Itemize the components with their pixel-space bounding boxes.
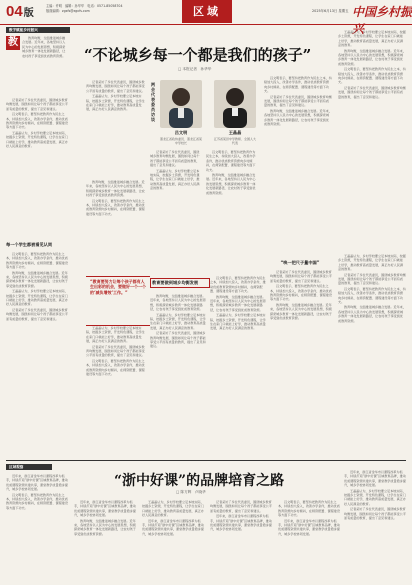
- section-title: 区域: [182, 0, 232, 23]
- right-subheading: “唤一把尺子量中国”: [280, 260, 320, 265]
- left-column-2: 吕文明表示，要坚持把教育作为民生之本，持续加大投入，改善办学条件，推动优质教育资源向乡村倾斜，在师资配置、课程建设等方面下功夫。 教育均衡，全面推进城乡融合发展。近年来，各地坚持以人民为中心的发展思想，积极探索城乡教育一体化发展新路径，让农村孩子享受到优质教育资源。 王晶晶认为，乡村学校要立足本地实际，挖掘乡土资源，开发特色课程，让学生在家门口就能上好学，推动教育高质量发展，真正办好人民满意的教育。 记者采访了多位代表委员，围绕城乡教育均衡发展，围绕如何让每个孩子都能享受公平而有质量的教育，提出了意见和建议。: [6, 252, 68, 321]
- lower-column-5: 王晶晶认为，乡村学校要立足本地实际，挖掘乡土资源，开发特色课程，让学生在家门口就能上好学，推动教育高质量发展，真正办好人民满意的教育。 记者采访了多位代表委员，围绕城乡教育均衡发展，围绕如何让每个孩子都能享受公平而有质量的教育，提出了意见和建议。 吕文明表示，要坚持把教育作为民生之本，持续加大投入，改善办学条件，推动优质教育资源向乡村倾斜，在师资配置、课程建设等方面下功夫。 教育均衡，全面推进城乡融合发展。近年来，各地坚持以人民为中心的发展思想，积极探索城乡教育一体化发展新路径，让农村孩子享受到优质教育资源。: [338, 254, 406, 323]
- middle-column-2: 记者采访了多位代表委员，围绕城乡教育均衡发展，围绕如何让每个孩子都能享受公平而有质量的教育，提出了意见和建议。 王晶晶认为，乡村学校要立足本地实际，挖掘乡土资源，开发特色课程，让学生在家门口就能上好学，推动教育高质量发展，真正办好人民满意的教育。: [150, 150, 200, 191]
- intro-text: 教育均衡，全面推进城乡融合发展。近年来，各地坚持以人民为中心的发展思想，积极探索城乡教育一体化发展新路径，让农村孩子享受到优质教育资源。: [22, 36, 66, 58]
- lower-column-1: 王晶晶认为，乡村学校要立足本地实际，挖掘乡土资源，开发特色课程，让学生在家门口就能上好学，推动教育高质量发展，真正办好人民满意的教育。 记者采访了多位代表委员，围绕城乡教育均衡发展，围绕如何让每个孩子都能享受公平而有质量的教育，提出了意见和建议。 吕文明表示，要坚持把教育作为民生之本，持续加大投入，改善办学条件，推动优质教育资源向乡村倾斜，在师资配置、课程建设等方面下功夫。: [86, 326, 145, 377]
- lower-column-2: 教育均衡，全面推进城乡融合发展。近年来，各地坚持以人民为中心的发展思想，积极探索城乡教育一体化发展新路径，让农村孩子享受到优质教育资源。 王晶晶认为，乡村学校要立足本地实际，挖掘乡土资源，开发特色课程，让学生在家门口就能上好学，推动教育高质量发展，真正办好人民满意的教育。 记者采访了多位代表委员，围绕城乡教育均衡发展，围绕如何让每个孩子都能享受公平而有质量的教育，提出了意见和建议。: [150, 294, 206, 349]
- bottom-column-4: 记者采访了多位代表委员，围绕城乡教育均衡发展，围绕如何让每个孩子都能享受公平而有质量的教育，提出了意见和建议。 近年来，浙江省金华市以课程改革为抓手，持续打造“浙中好课”区域教育品牌，推动优质课程资源共建共享，课堂教学质量稳步提升，城乡学校协同发展。: [210, 500, 272, 532]
- main-byline: □ 本报记者 孙华华: [178, 67, 212, 71]
- bottom-column-5: 吕文明表示，要坚持把教育作为民生之本，持续加大投入，改善办学条件，推动优质教育资源向乡村倾斜，在师资配置、课程建设等方面下功夫。 近年来，浙江省金华市以课程改革为抓手，持续打造“浙中好课”区域教育品牌，推动优质课程资源共建共享，课堂教学质量稳步提升，城乡学校协同发展。: [278, 500, 340, 536]
- dropcap-block: [6, 36, 20, 72]
- dropcap: 教: [8, 37, 18, 48]
- section-divider: [6, 460, 406, 461]
- left-column-1: 记者采访了多位代表委员，围绕城乡教育均衡发展，围绕如何让每个孩子都能享受公平而有质量的教育，提出了意见和建议。 吕文明表示，要坚持把教育作为民生之本，持续加大投入，改善办学条件，推动优质教育资源向乡村倾斜，在师资配置、课程建设等方面下功夫。 王晶晶认为，乡村学校要立足本地实际，挖掘乡土资源，开发特色课程，让学生在家门口就能上好学，推动教育高质量发展，真正办好人民满意的教育。: [6, 98, 68, 149]
- masthead-logo: 中国乡村振兴: [352, 5, 412, 36]
- bottom-column-6: 近年来，浙江省金华市以课程改革为抓手，持续打造“浙中好课”区域教育品牌，推动优质课程资源共建共享，课堂教学质量稳步提升，城乡学校协同发展。 王晶晶认为，乡村学校要立足本地实际，挖掘乡土资源，开发特色课程，让学生在家门口就能上好学，推动教育高质量发展，真正办好人民满意的教育。 记者采访了多位代表委员，围绕城乡教育均衡发展，围绕如何让每个孩子都能享受公平而有质量的教育，提出了意见和建议。: [344, 470, 406, 521]
- lower-column-4: 记者采访了多位代表委员，围绕城乡教育均衡发展，围绕如何让每个孩子都能享受公平而有质量的教育，提出了意见和建议。 吕文明表示，要坚持把教育作为民生之本，持续加大投入，改善办学条件，推动优质教育资源向乡村倾斜，在师资配置、课程建设等方面下功夫。 教育均衡，全面推进城乡融合发展。近年来，各地坚持以人民为中心的发展思想，积极探索城乡教育一体化发展新路径，让农村孩子享受到优质教育资源。: [270, 270, 332, 321]
- main-headline: “不论城乡每一个都是我们的孩子”: [84, 46, 312, 64]
- bottom-column-2: 近年来，浙江省金华市以课程改革为抓手，持续打造“浙中好课”区域教育品牌，推动优质课程资源共建共享，课堂教学质量稳步提升，城乡学校协同发展。 教育均衡，全面推进城乡融合发展。近年来，各地坚持以人民为中心的发展思想，积极探索城乡教育一体化发展新路径，让农村孩子享受到优质教育资源。: [74, 500, 136, 536]
- person1-name: 吕文明: [174, 130, 188, 135]
- kicker-tag: 数字赋能乡村振兴: [6, 27, 70, 33]
- pull-quote-box: “教育要努力让每个孩子都有人生出彩的机会，要做好一个一个的‘减负增效’工作。”: [86, 276, 150, 326]
- left-subheading: 每一个学生都被看见认同: [6, 242, 53, 247]
- portrait-photo-1: [160, 80, 202, 128]
- right-column-1: 吕文明表示，要坚持把教育作为民生之本，持续加大投入，改善办学条件，推动优质教育资源向乡村倾斜，在师资配置、课程建设等方面下功夫。 记者采访了多位代表委员，围绕城乡教育均衡发展，围绕如何让每个孩子都能享受公平而有质量的教育，提出了意见和建议。 教育均衡，全面推进城乡融合发展。近年来，各地坚持以人民为中心的发展思想，积极探索城乡教育一体化发展新路径，让农村孩子享受到优质教育资源。: [264, 76, 332, 127]
- page-number: 04版: [6, 3, 34, 20]
- person2-role: 江苏省某县中学教师、全国人大代表: [214, 137, 257, 145]
- bottom-column-3: 王晶晶认为，乡村学校要立足本地实际，挖掘乡土资源，开发特色课程，让学生在家门口就能上好学，推动教育高质量发展，真正办好人民满意的教育。 近年来，浙江省金华市以课程改革为抓手，持续打造“浙中好课”区域教育品牌，推动优质课程资源共建共享，课堂教学质量稳步提升，城乡学校协同发展。: [142, 500, 204, 536]
- bottom-column-1: 近年来，浙江省金华市以课程改革为抓手，持续打造“浙中好课”区域教育品牌，推动优质课程资源共建共享，课堂教学质量稳步提升，城乡学校协同发展。 吕文明表示，要坚持把教育作为民生之本，持续加大投入，改善办学条件，推动优质教育资源向乡村倾斜，在师资配置、课程建设等方面下功夫。: [6, 474, 68, 510]
- bottom-headline: “浙中好课”的品牌培育之路: [114, 473, 285, 489]
- middle-column-1: 教育均衡，全面推进城乡融合发展。近年来，各地坚持以人民为中心的发展思想，积极探索城乡教育一体化发展新路径，让农村孩子享受到优质教育资源。 吕文明表示，要坚持把教育作为民生之本，持续加大投入，改善办学条件，推动优质教育资源向乡村倾斜，在师资配置、课程建设等方面下功夫。: [86, 180, 145, 216]
- column-beside-photo: 记者采访了多位代表委员，围绕城乡教育均衡发展，围绕如何让每个孩子都能享受公平而有质量的教育，提出了意见和建议。 王晶晶认为，乡村学校要立足本地实际，挖掘乡土资源，开发特色课程，让学生在家门口就能上好学，推动教育高质量发展，真正办好人民满意的教育。: [86, 80, 145, 112]
- person1-role: 黑龙江省政协委员、黑龙江省某中学校长: [160, 137, 203, 145]
- person2-name: 王晶晶: [228, 130, 242, 135]
- lower-column-3: 吕文明表示，要坚持把教育作为民生之本，持续加大投入，改善办学条件，推动优质教育资源向乡村倾斜，在师资配置、课程建设等方面下功夫。 教育均衡，全面推进城乡融合发展。近年来，各地坚持以人民为中心的发展思想，积极探索城乡教育一体化发展新路径，让农村孩子享受到优质教育资源。 王晶晶认为，乡村学校要立足本地实际，挖掘乡土资源，开发特色课程，让学生在家门口就能上好学，推动教育高质量发展，真正办好人民满意的教育。: [210, 276, 266, 331]
- portrait-photo-2: [214, 80, 256, 128]
- issue-date: 2025年6月13日 星期五: [312, 9, 349, 13]
- side-tag: 两会代表委员访谈: [151, 82, 155, 122]
- bottom-kicker: 区域观察: [6, 464, 52, 470]
- right-column-2: 王晶晶认为，乡村学校要立足本地实际，挖掘乡土资源，开发特色课程，让学生在家门口就能上好学，推动教育高质量发展，真正办好人民满意的教育。 教育均衡，全面推进城乡融合发展。近年来，各地坚持以人民为中心的发展思想，积极探索城乡教育一体化发展新路径，让农村孩子享受到优质教育资源。 吕文明表示，要坚持把教育作为民生之本，持续加大投入，改善办学条件，推动优质教育资源向乡村倾斜，在师资配置、课程建设等方面下功夫。 记者采访了多位代表委员，围绕城乡教育均衡发展，围绕如何让每个孩子都能享受公平而有质量的教育，提出了意见和建议。: [338, 30, 406, 99]
- mid-subheading: 教育要做到城乡均衡发展: [150, 278, 210, 288]
- editor-info: 主编：许明 编辑：孙华华 电话：0571-85058704 版面编辑：zgxfs@zgxfs.com: [46, 4, 123, 13]
- middle-column-3: 吕文明表示，要坚持把教育作为民生之本，持续加大投入，改善办学条件，推动优质教育资源向乡村倾斜，在师资配置、课程建设等方面下功夫。 教育均衡，全面推进城乡融合发展。近年来，各地坚持以人民为中心的发展思想，积极探索城乡教育一体化发展新路径，让农村孩子享受到优质教育资源。: [206, 150, 256, 195]
- bottom-byline: □ 陈方辉 卢晓华: [176, 490, 206, 494]
